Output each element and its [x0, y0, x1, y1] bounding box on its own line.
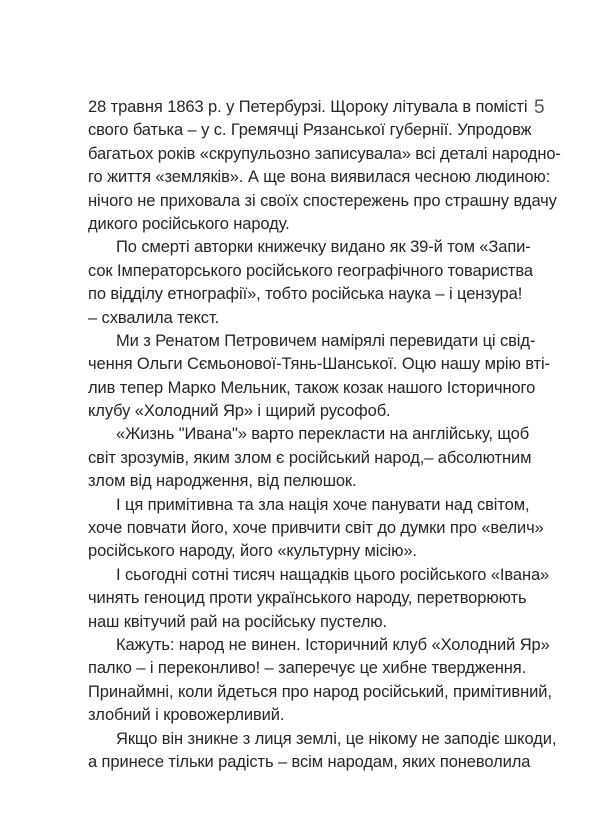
text-line: лив тепер Марко Мельник, також козак нашого Історичного — [88, 378, 536, 397]
paragraph — [88, 494, 544, 564]
text-line: – схвалила текст. — [88, 308, 220, 327]
text-line: клубу «Холодний Яр» і щирий русофоб. — [88, 402, 391, 421]
paragraph — [88, 96, 561, 236]
text-line: І ця примітивна та зла нація хоче панувати над світом, — [116, 495, 530, 514]
text-line: Якщо він зникне з лиця землі, це нікому не заподіє шкоди, — [116, 729, 557, 748]
page-number: 5 — [534, 97, 545, 118]
body-text — [88, 96, 561, 774]
paragraph — [88, 634, 552, 728]
paragraph — [88, 564, 550, 634]
paragraph — [88, 423, 532, 493]
paragraph — [88, 728, 557, 775]
text-line: І сьогодні сотні тисяч нащадків цього російського «Івана» — [116, 565, 550, 584]
text-line: багатьох років «скрупульозно записувала» всі деталі народно- — [88, 144, 561, 163]
text-line: наш квітучий рай на російську пустелю. — [88, 612, 388, 631]
text-line: російського народу, його «культурну місію». — [88, 542, 417, 561]
text-line: Принаймні, коли йдеться про народ російський, примітивний, — [88, 682, 552, 701]
text-line: чення Ольги Сємьонової-Тянь-Шанської. Оцю нашу мрію вті- — [88, 355, 550, 374]
text-line: палко – і переконливо! – заперечує це хибне твердження. — [88, 659, 527, 678]
text-line: дикого російського народу. — [88, 214, 290, 233]
text-line: світ зрозумів, яким злом є російський народ,– абсолютним — [88, 448, 532, 467]
text-line: 28 травня 1863 р. у Петербурзі. Щороку літувала в помісті — [88, 98, 528, 116]
text-line: злобний і кровожерливий. — [88, 706, 285, 725]
text-line: а принесе тільки радість – всім народам, яких поневолила — [88, 752, 531, 771]
text-line: По смерті авторки книжечку видано як 39-й том «Запи- — [116, 238, 531, 257]
text-line: хоче повчати його, хоче привчити світ до думки про «велич» — [88, 519, 544, 538]
text-line: нічого не приховала зі своїх спостережень про страшну вдачу — [88, 191, 557, 210]
text-line: Ми з Ренатом Петровичем намірялі перевидати ці свід- — [116, 331, 536, 350]
text-line: по відділу етнографії», тобто російська наука – і цензура! — [88, 285, 523, 304]
text-line: «Жизнь "Ивана"» варто перекласти на англійську, щоб — [116, 425, 530, 444]
paragraph — [88, 236, 533, 330]
text-line: го життя «земляків». А ще вона виявилася чесною людиною: — [88, 168, 551, 187]
text-line: сок Імператорського російського географічного товариства — [88, 261, 533, 280]
text-line: злом від народження, від пелюшок. — [88, 472, 357, 491]
text-line: чинять геноцид проти українського народу, перетворюють — [88, 589, 527, 608]
text-line: свого батька – у с. Гремячці Рязанської губернії. Упродовж — [88, 121, 532, 140]
paragraph — [88, 330, 550, 424]
text-line: Кажуть: народ не винен. Історичний клуб «Холодний Яр» — [116, 635, 550, 654]
